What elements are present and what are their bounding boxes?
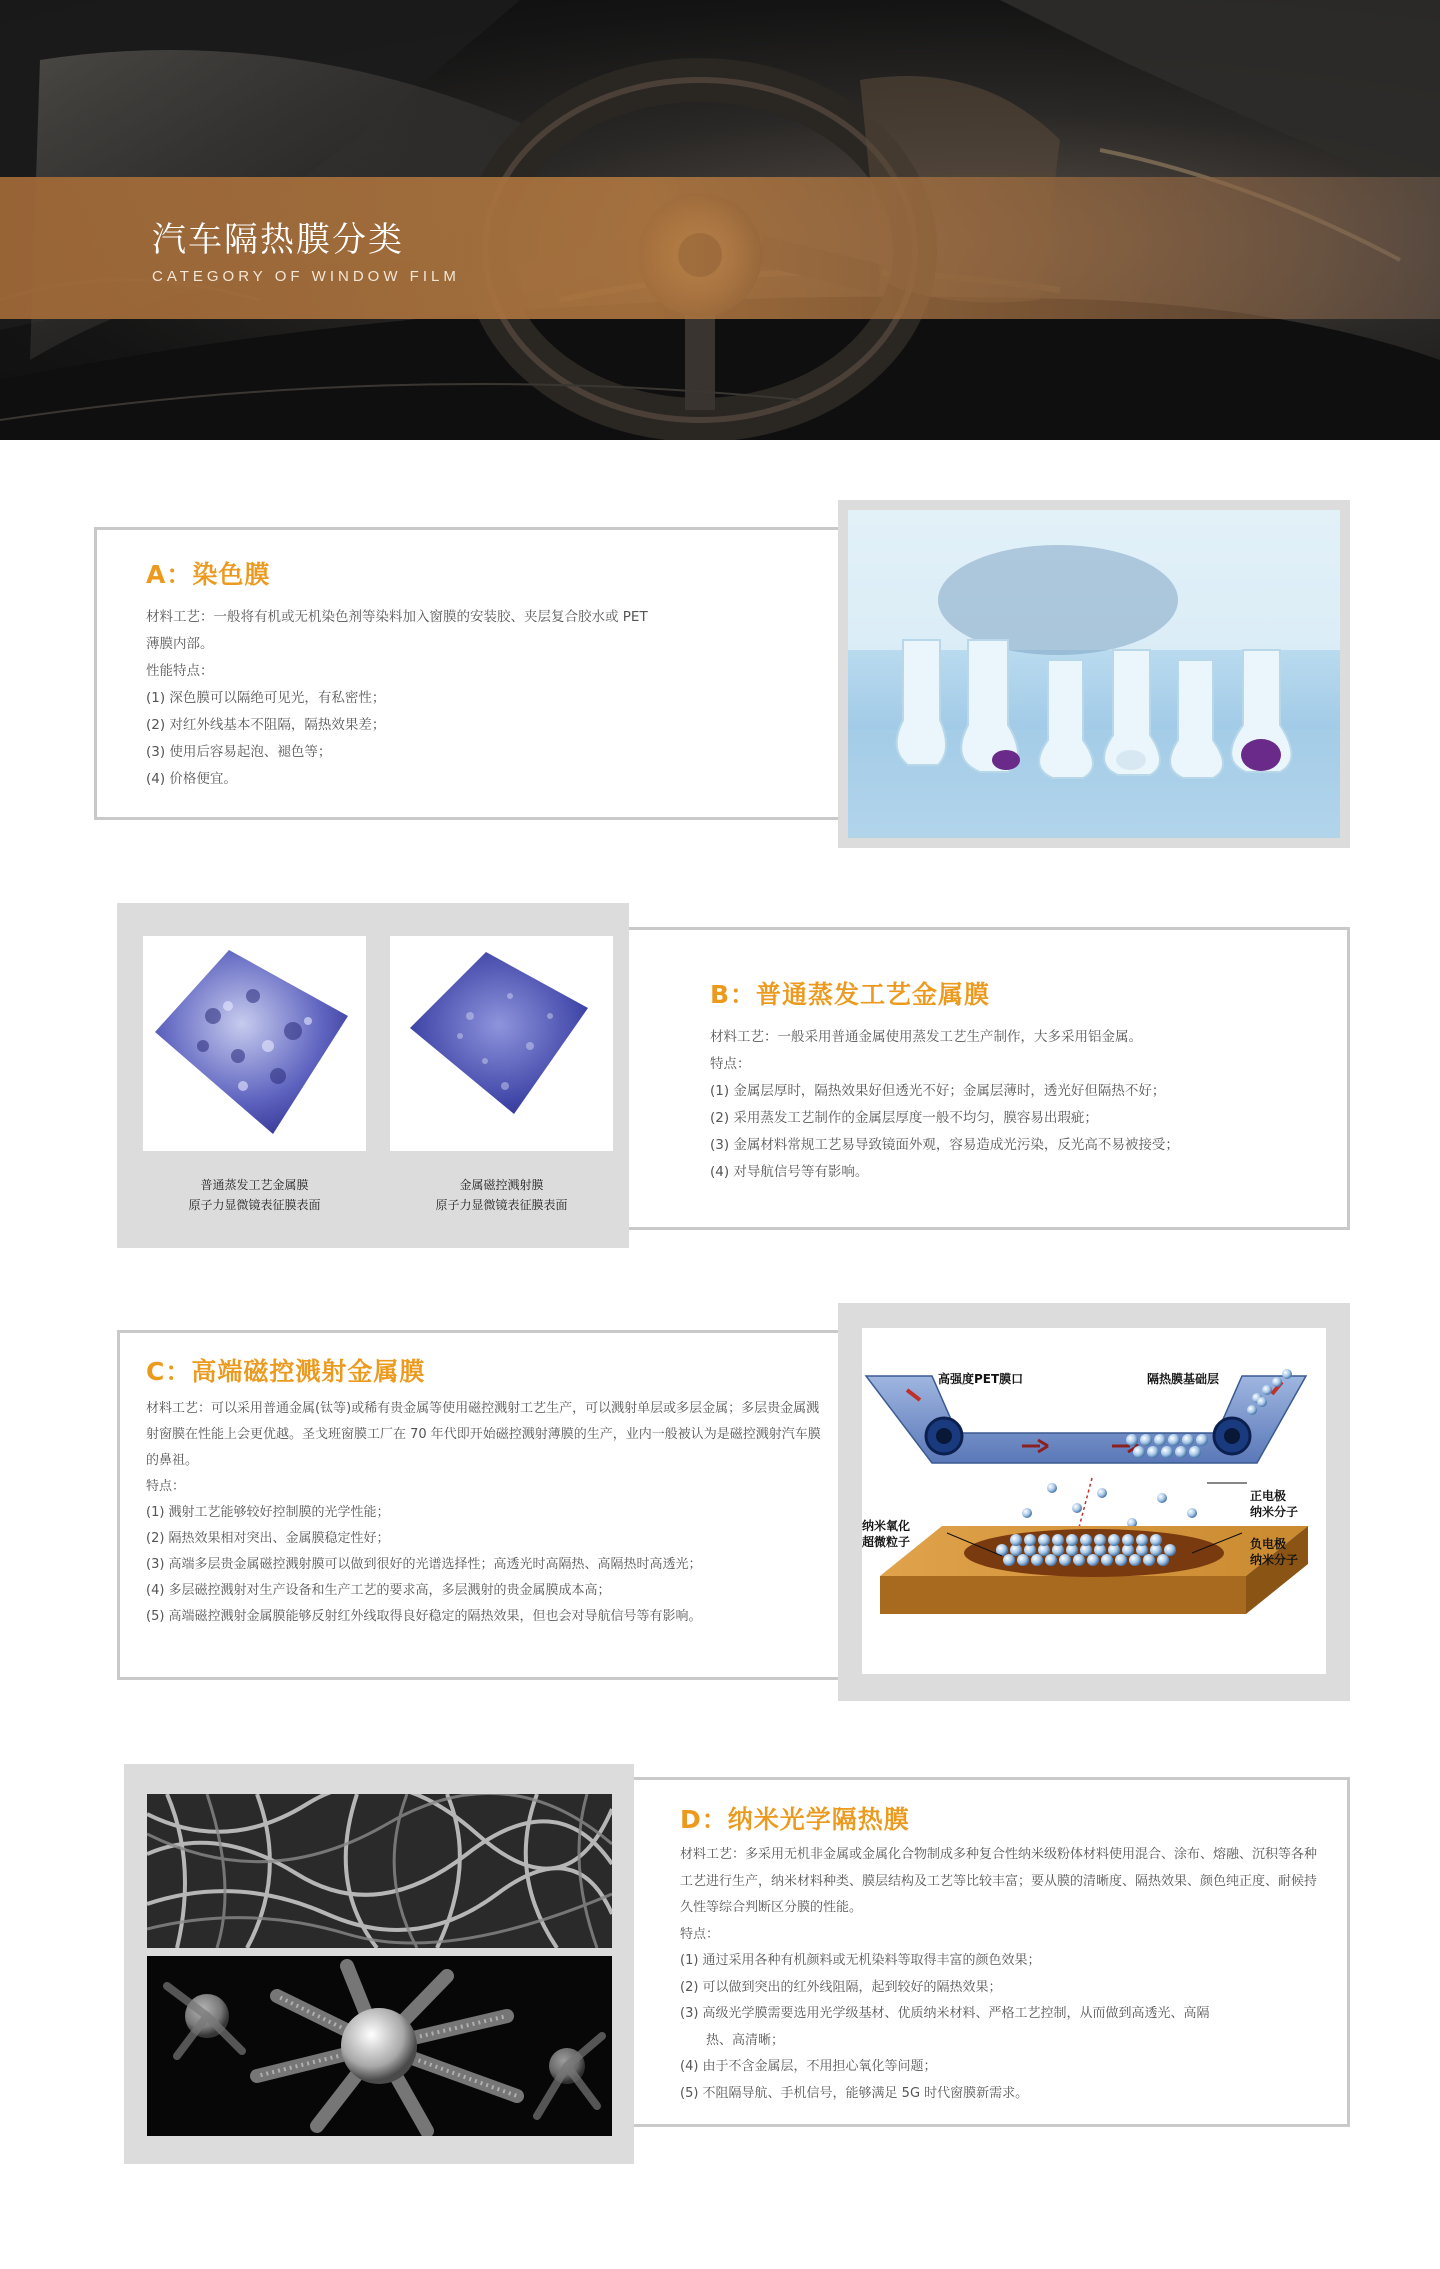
section-c-title: C：高端磁控溅射金属膜 xyxy=(146,1357,426,1386)
section-a-line: 材料工艺：一般将有机或无机染色剂等染料加入窗膜的安装胶、夹层复合胶水或 PET xyxy=(146,609,648,625)
section-a-line: (4) 价格便宜。 xyxy=(146,771,237,787)
section-b-line: (2) 采用蒸发工艺制作的金属层厚度一般不均匀，膜容易出瑕疵； xyxy=(710,1110,1098,1126)
section-d-line: (2) 可以做到突出的红外线阻隔，起到较好的隔热效果； xyxy=(680,1979,1002,1995)
section-a-body xyxy=(146,604,746,793)
section-a-line: (2) 对红外线基本不阻隔，隔热效果差； xyxy=(146,717,386,733)
diagram-label-line: 纳米分子 xyxy=(1250,1505,1299,1519)
section-b-body xyxy=(710,1024,1330,1186)
section-a-line: 性能特点： xyxy=(146,663,214,679)
diagram-label xyxy=(1250,1536,1298,1568)
diagram-label xyxy=(862,1518,910,1550)
section-a-line: (1) 深色膜可以隔绝可见光，有私密性； xyxy=(146,690,386,706)
nanofiber-photo xyxy=(147,1794,612,1948)
sputtering-diagram xyxy=(862,1328,1326,1674)
page-subtitle: CATEGORY OF WINDOW FILM xyxy=(152,268,460,285)
section-d-body xyxy=(680,1842,1320,2107)
diagram-label xyxy=(1250,1488,1298,1520)
section-b-line: (4) 对导航信号等有影响。 xyxy=(710,1164,869,1180)
section-a-title: A：染色膜 xyxy=(146,560,271,589)
caption-line: 金属磁控溅射膜 xyxy=(459,1178,544,1192)
section-d-line: (3) 高级光学膜需要选用光学级基材、优质纳米材料、严格工艺控制，从而做到高透光、高隔 xyxy=(680,2006,1210,2021)
section-c-line: (4) 多层磁控溅射对生产设备和生产工艺的要求高，多层溅射的贵金属膜成本高； xyxy=(146,1583,611,1598)
diagram-label: 隔热膜基础层 xyxy=(1147,1372,1220,1386)
diagram-label-line: 负电极 xyxy=(1250,1537,1287,1551)
section-c-line: 材料工艺：可以采用普通金属(钛等)或稀有贵金属等使用磁控溅射工艺生产，可以溅射单层或多层金属；多层贵金属溅射窗膜在性能上会更优越。圣戈班窗膜工厂在 70 年代即开始磁控溅射薄膜的生产，业内一般被认为是磁控溅射汽车膜的鼻祖。 xyxy=(146,1401,821,1468)
caption-line: 原子力显微镜表征膜表面 xyxy=(188,1198,321,1212)
section-d-line: 特点： xyxy=(680,1926,720,1942)
section-b-line: (3) 金属材料常规工艺易导致镜面外观，容易造成光污染，反光高不易被接受； xyxy=(710,1137,1179,1153)
section-b-title: B：普通蒸发工艺金属膜 xyxy=(710,980,991,1009)
section-d-title: D：纳米光学隔热膜 xyxy=(680,1805,910,1834)
section-c-body xyxy=(146,1396,826,1630)
diagram-label-line: 纳米分子 xyxy=(1250,1553,1299,1567)
section-a-line: (3) 使用后容易起泡、褪色等； xyxy=(146,744,332,760)
section-d-line: 材料工艺：多采用无机非金属或金属化合物制成多种复合性纳米级粉体材料使用混合、涂布、熔融、沉积等各种工艺进行生产，纳米材料种类、膜层结构及工艺等比较丰富；要从膜的清晰度、隔热效果、颜色纯正度、耐候持久性等综合判断区分膜的性能。 xyxy=(680,1847,1318,1915)
nanoparticle-render xyxy=(147,1956,612,2136)
section-c-line: (3) 高端多层贵金属磁控溅射膜可以做到很好的光谱选择性；高透光时高隔热、高隔热时高透光； xyxy=(146,1557,702,1572)
caption-line: 原子力显微镜表征膜表面 xyxy=(435,1198,568,1212)
hero-banner xyxy=(0,0,1440,440)
diagram-label-line: 纳米氧化 xyxy=(862,1519,911,1533)
diagram-label-line: 正电极 xyxy=(1250,1489,1287,1503)
section-d-line: (1) 通过采用各种有机颜料或无机染料等取得丰富的颜色效果； xyxy=(680,1953,1041,1968)
afm-caption-2 xyxy=(390,1175,613,1215)
section-b-line: 材料工艺：一般采用普通金属使用蒸发工艺生产制作，大多采用铝金属。 xyxy=(710,1029,1142,1045)
section-b-line: 特点： xyxy=(710,1056,751,1072)
section-d-line: (4) 由于不含金属层，不用担心氧化等问题； xyxy=(680,2059,937,2074)
diagram-label: 高强度PET膜口 xyxy=(938,1372,1024,1386)
diagram-label-line: 超微粒子 xyxy=(862,1535,911,1549)
section-c-line: (2) 隔热效果相对突出、金属膜稳定性好； xyxy=(146,1531,390,1546)
section-c-line: (5) 高端磁控溅射金属膜能够反射红外线取得良好稳定的隔热效果，但也会对导航信号等有影响。 xyxy=(146,1609,702,1624)
afm-surface-image xyxy=(390,936,613,1151)
afm-surface-image xyxy=(143,936,366,1151)
section-d-line: (5) 不阻隔导航、手机信号，能够满足 5G 时代窗膜新需求。 xyxy=(680,2085,1029,2101)
section-c-line: (1) 溅射工艺能够较好控制膜的光学性能； xyxy=(146,1505,390,1520)
section-d-line: 热、高清晰； xyxy=(706,2032,785,2048)
page-title: 汽车隔热膜分类 xyxy=(152,220,404,260)
section-a-line: 薄膜内部。 xyxy=(146,636,214,652)
afm-caption-1 xyxy=(143,1175,366,1215)
section-b-line: (1) 金属层厚时，隔热效果好但透光不好；金属层薄时，透光好但隔热不好； xyxy=(710,1083,1166,1099)
caption-line: 普通蒸发工艺金属膜 xyxy=(200,1178,309,1192)
section-c-line: 特点： xyxy=(146,1479,186,1494)
lab-flasks-photo xyxy=(848,510,1340,838)
